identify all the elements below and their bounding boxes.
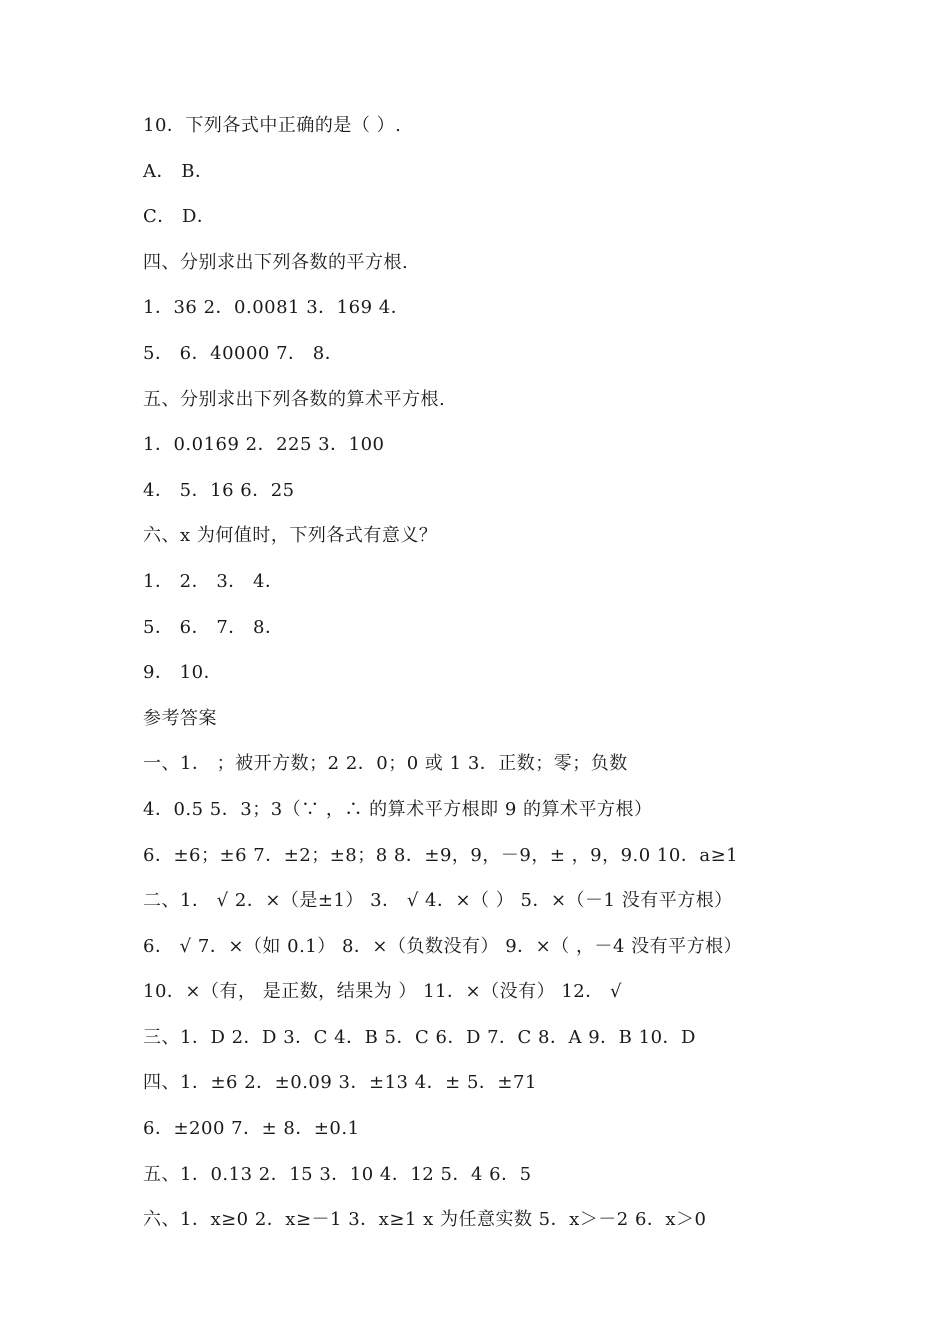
section-5-items-2: 4． 5．16 6．25	[143, 479, 295, 501]
answer-section-1-line-2: 4．0.5 5．3；3（∵ ，∴ 的算术平方根即 9 的算术平方根）	[143, 798, 653, 820]
answer-section-6: 六、1．x≥0 2．x≥－1 3．x≥1 x 为任意实数 5．x＞－2 6．x＞0	[143, 1209, 707, 1231]
answer-section-2-line-1: 二、1． √ 2．×（是±1） 3． √ 4．×（ ） 5．×（－1 没有平方根）	[143, 890, 733, 912]
answer-section-4-line-1: 四、1．±6 2．±0.09 3．±13 4．± 5．±71	[143, 1072, 537, 1094]
section-5-heading: 五、分别求出下列各数的算术平方根.	[143, 388, 446, 410]
question-10-options-ab: A． B．	[143, 160, 214, 182]
question-10-options-cd: C． D．	[143, 206, 216, 228]
section-6-items-1: 1． 2． 3． 4．	[143, 570, 284, 592]
section-6-heading: 六、x 为何值时，下列各式有意义？	[143, 525, 438, 547]
answer-section-2-line-3: 10．×（有， 是正数，结果为 ） 11．×（没有） 12． √	[143, 981, 622, 1003]
section-5-items-1: 1．0.0169 2．225 3．100	[143, 434, 385, 456]
answer-section-1-line-1: 一、1． ；被开方数；2 2．0；0 或 1 3．正数；零；负数	[143, 753, 628, 775]
answer-section-3: 三、1．D 2．D 3．C 4．B 5．C 6．D 7．C 8．A 9．B 10．D	[143, 1026, 696, 1048]
section-6-items-2: 5． 6． 7． 8．	[143, 616, 284, 638]
section-4-heading: 四、分别求出下列各数的平方根.	[143, 251, 409, 273]
answer-section-1-line-3: 6．±6；±6 7．±2；±8；8 8．±9，9，－9，± ，9，9.0 10．a≥1	[143, 844, 739, 866]
section-4-items-1: 1．36 2．0.0081 3．169 4．	[143, 297, 410, 319]
answer-section-5: 五、1．0.13 2．15 3．10 4．12 5．4 6．5	[143, 1163, 532, 1185]
section-6-items-3: 9． 10．	[143, 662, 223, 684]
question-10-stem: 10．下列各式中正确的是（ ）.	[143, 115, 402, 136]
answer-key-heading: 参考答案	[143, 707, 217, 729]
section-4-items-2: 5． 6．40000 7． 8．	[143, 342, 344, 364]
answer-section-4-line-2: 6．±200 7．± 8．±0.1	[143, 1118, 360, 1140]
document-body	[143, 111, 863, 1251]
answer-section-2-line-2: 6． √ 7．×（如 0.1） 8．×（负数没有） 9．×（ ，－4 没有平方根）	[143, 935, 743, 957]
